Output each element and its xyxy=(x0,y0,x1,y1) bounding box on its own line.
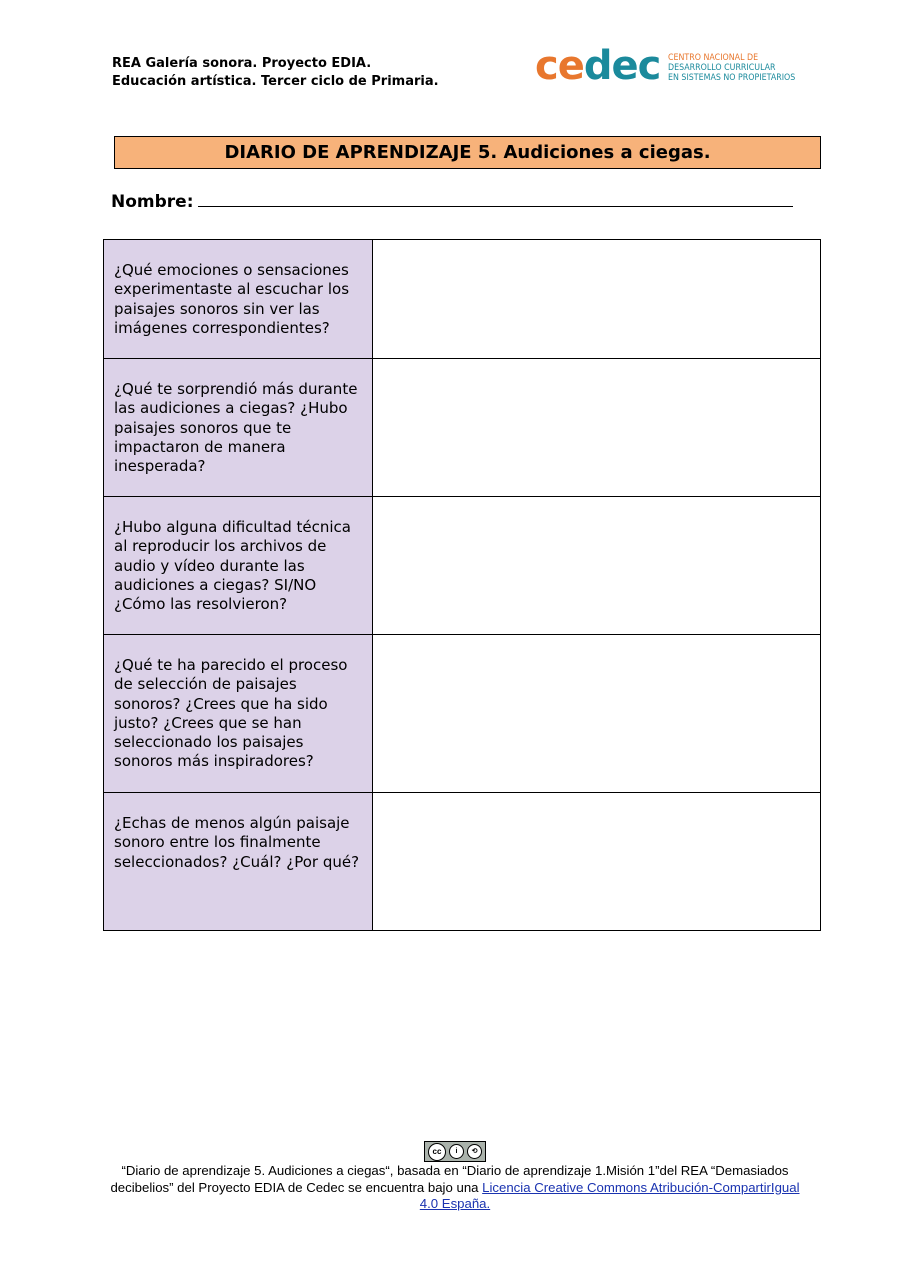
name-field xyxy=(111,192,793,212)
question-cell: ¿Qué emociones o sensaciones experimentaste al escuchar los paisajes sonoros sin ver las imágenes correspondientes? xyxy=(104,240,373,359)
answer-cell[interactable] xyxy=(373,793,821,931)
name-underline[interactable] xyxy=(198,194,793,207)
table-row xyxy=(104,635,821,793)
license-footer xyxy=(100,1141,810,1213)
license-link[interactable]: Licencia Creative Commons Atribución-CompartirIgual 4.0 España. xyxy=(419,1179,800,1211)
header-line-1: REA Galería sonora. Proyecto EDIA. xyxy=(112,56,372,71)
question-cell: ¿Echas de menos algún paisaje sonoro entre los finalmente seleccionados? ¿Cuál? ¿Por qué? xyxy=(104,793,373,931)
sa-icon: ⟲ xyxy=(467,1144,482,1159)
journal-table xyxy=(103,239,821,931)
cc-by-sa-icon xyxy=(424,1141,486,1162)
question-cell: ¿Qué te ha parecido el proceso de selección de paisajes sonoros? ¿Crees que ha sido justo? ¿Crees que se han seleccionado los paisajes sonoros más inspiradores? xyxy=(104,635,373,793)
by-icon: i xyxy=(449,1144,464,1159)
table-row xyxy=(104,240,821,359)
cedec-logo-subtitle: CENTRO NACIONAL DE DESARROLLO CURRICULAR EN SISTEMAS NO PROPIETARIOS xyxy=(668,53,796,83)
question-cell: ¿Qué te sorprendió más durante las audiciones a ciegas? ¿Hubo paisajes sonoros que te impactaron de manera inesperada? xyxy=(104,359,373,497)
license-badge xyxy=(100,1141,810,1163)
header-line-2: Educación artística. Tercer ciclo de Primaria. xyxy=(112,74,439,89)
cc-icon: cc xyxy=(428,1143,446,1161)
document-header xyxy=(112,55,439,91)
table-row xyxy=(104,793,821,931)
answer-cell[interactable] xyxy=(373,240,821,359)
table-row xyxy=(104,497,821,635)
answer-cell[interactable] xyxy=(373,359,821,497)
license-text: “Diario de aprendizaje 5. Audiciones a ciegas“, basada en “Diario de aprendizaje 1.Misión 1”del REA “Demasiados decibelios” del Proyecto EDIA de Cedec se encuentra bajo una xyxy=(110,1163,789,1195)
question-cell: ¿Hubo alguna dificultad técnica al reproducir los archivos de audio y vídeo durante las audiciones a ciegas? SI/NO ¿Cómo las resolvieron? xyxy=(104,497,373,635)
answer-cell[interactable] xyxy=(373,635,821,793)
page-title: DIARIO DE APRENDIZAJE 5. Audiciones a ciegas. xyxy=(114,136,821,169)
table-row xyxy=(104,359,821,497)
answer-cell[interactable] xyxy=(373,497,821,635)
cedec-logo-wordmark: cedec xyxy=(535,43,661,89)
name-label: Nombre: xyxy=(111,192,194,212)
